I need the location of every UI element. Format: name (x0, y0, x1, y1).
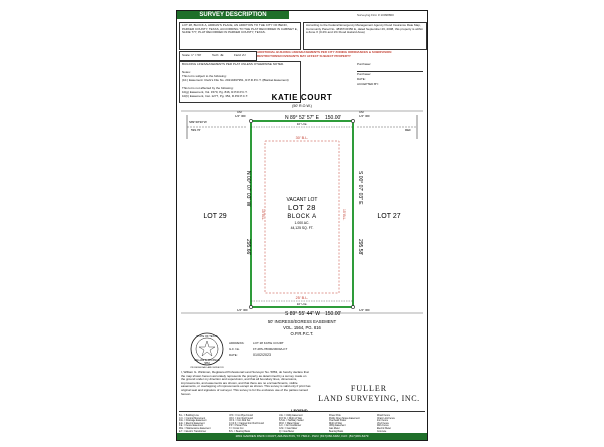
ingress-easement-record: O.P.R.P.C.T. (290, 331, 314, 336)
accepted-by-label: ACCEPTED BY: (357, 82, 379, 86)
west-distance: 295.66' (245, 239, 251, 256)
legend-item: Wire Fence (377, 425, 389, 428)
legend-item: U.E. = Utility Easement (279, 415, 303, 417)
note-1: This lot is subject to the following: (182, 74, 227, 78)
legend-item: Utility Easement (329, 425, 346, 428)
corner-note-nw-2: 1/2" IRF (235, 114, 246, 118)
bl-note: BUILDING LINES/EASEMENTS PER PLAT UNLESS OTHERWISE NOTED. (182, 62, 285, 66)
east-bearing: S 00° 07' 03" E (357, 171, 363, 205)
legend-item: I.P.F. = Iron Pipe Found (229, 415, 253, 417)
front-building-line-label: 30' B.L. (295, 136, 309, 140)
surveyor-seal (190, 333, 224, 369)
legend-item: Q = Gas Meter (279, 430, 295, 433)
legend-item: C.C. = Control Monument (179, 417, 206, 420)
legend-item: G.M. = Gas Meter (279, 428, 298, 430)
legend-title: LEGEND (291, 408, 308, 413)
legend-item: E.E. = Electric Easement (179, 422, 205, 425)
corner-marker-nw (249, 119, 252, 122)
legend-item: I.R.F. = Iron Rod Found (229, 417, 253, 420)
lot-acres: 1.000 AC. (294, 221, 310, 225)
corner-marker-se (351, 305, 354, 308)
note-4: 10(g) Easement, Vol. 1570, Pg. 846, R.P.R.P.C.T. (182, 90, 248, 94)
certification-text: I, William G. Wickman, Registered Professional Land Surveyor No. 5863, do hereby declare that the map shown hereon accurately represents the property as determined by a survey made on the ground under my direction and supervision, and that all boundary lines, dimensions, improvements, and easements are shown, and that there are no encroachments, visible easements, or overlapping of improvements except as shown. This survey is valid only if print has original seal and signature of surveyor. This survey is for the exclusive use of the parties named hereon. (181, 370, 311, 396)
corner-note-sw: 1/2" IRF (237, 308, 248, 312)
firm-name-2: LAND SURVEYING, INC. (318, 394, 420, 403)
south-distance: 150.00' (325, 311, 342, 317)
corner-marker-ne (351, 119, 354, 122)
side-building-line-right: 15' B.L. (342, 209, 346, 221)
legend-item: X = Cross Cut (229, 428, 244, 430)
firm-block (313, 384, 425, 410)
lot-sqft: 44,125 SQ. FT. (290, 226, 314, 230)
notes-heading: Notes: (182, 70, 191, 74)
reference-left-distance: 599.76' (191, 128, 201, 132)
corner-note-ne-2: 1/2" IRF (359, 114, 370, 118)
scale-label: Scale: 1" = 50' (182, 53, 202, 57)
north-bearing: N 89° 52' 57" E (285, 115, 319, 121)
survey-sheet (176, 10, 428, 441)
reference-right: REF (405, 128, 411, 132)
date-value: 01/02/2023 (253, 353, 271, 357)
legend-item: Gas Meter (329, 428, 340, 430)
purchaser-label-2: Purchaser (357, 72, 371, 76)
legend-item: Overhead Power (329, 420, 347, 423)
legend-item: A.C. = Air Conditioner (279, 425, 302, 428)
legend-item: P.P. = Power Pole (229, 425, 248, 428)
east-distance: 295.58' (357, 239, 363, 256)
date-signature-label: DATE: (357, 77, 366, 81)
flood-note: According to the Federal Emergency Management Agency Flood Insurance Rate Map, Community Panel No. 48367C0350 E, dated September 26, 2008, this property is within a Zone X (0.2% and 1% Flood Hazard Area) (306, 23, 423, 35)
legend-item: Wood Fence (377, 415, 390, 417)
survey-number: Surveying Firm # 10098800 (357, 13, 394, 17)
rear-ue-label: 10' U.E. (296, 302, 308, 306)
legend-item: R.O.W. = Right of Way (279, 417, 303, 420)
legal-description: LOT 28, BLOCK A, ADRIAN'S PLACE, AN ADDITION TO THE CITY OF BENO, PARKER COUNTY, TEXAS, ACCORDING TO THE PLAT RECORDED IN CABINET E, SLIDE 777, PLAT RECORDED IN PARKER COUNTY, TEXAS. (182, 23, 298, 35)
reference-left: S89°48'30"W (189, 120, 207, 124)
legend-item: F.E. = Fence Easement (179, 425, 203, 428)
south-bearing: S 89° 55' 44" W (285, 311, 321, 317)
corner-note-nw: CM (237, 110, 242, 114)
date-label: DATE: (229, 353, 238, 357)
legend (179, 408, 425, 434)
adjacent-lot-east: LOT 27 (377, 213, 401, 220)
legend-item: I.R.S. = Iron Rod Set (229, 420, 251, 423)
legend-item: Bearing Basis (329, 430, 344, 433)
seal-name: WILLIAM G. WICKMAN (194, 359, 220, 362)
corner-note-ne: CM (359, 110, 364, 114)
seal-state: STATE OF TEXAS (196, 335, 218, 338)
note-3: This lot is not affected by the following: (182, 86, 234, 90)
lot-number: LOT 28 (288, 203, 316, 212)
note-5: 10(h) Easement, Inst. 1277, Pg. 354, R.P.R.P.C.T. (182, 94, 249, 98)
north-distance: 150.00' (325, 115, 342, 121)
legend-item: W.M. = Water Meter (279, 422, 300, 425)
lot-block: BLOCK A (287, 214, 317, 220)
field-label: Field: ZJ (234, 53, 246, 57)
lot-status: VACANT LOT (286, 197, 318, 203)
side-building-line-left: 15' B.L. (261, 209, 265, 221)
legend-item: B.S. = Bearing Basis (229, 430, 251, 433)
purchaser-label: Purchaser (357, 62, 371, 66)
gf-label: G.F. No. (229, 347, 241, 351)
rear-building-line-label: 25' B.L. (295, 296, 309, 300)
legend-item: E.T. = Electric Transformer (179, 430, 207, 433)
legend-item: Public Open Space Easement (329, 417, 360, 420)
address-value: LOT 28 KATIE COURT (253, 341, 284, 345)
legend-item: B.L. = Building Line (179, 415, 199, 417)
legend-item: Power Pole (329, 415, 341, 417)
legend-item: Concrete (377, 430, 387, 433)
ingress-easement-volume: VOL. 1564, PG. 816 (283, 325, 321, 330)
survey-description-title: SURVEY DESCRIPTION (177, 11, 289, 19)
gf-value: FT-28S-7800023000A-KT (253, 347, 288, 351)
legend-item: C.I.R.F. = Capped Iron Rod Found (229, 422, 264, 425)
address-label: ADDRESS: (229, 341, 245, 345)
firm-name-1: FULLER (350, 384, 388, 393)
tech-label: Tech: JE (212, 53, 224, 57)
legend-item: Vinyl Fence (377, 422, 389, 425)
ingress-easement-label: 50' INGRESS/EGRESS EASEMENT (267, 319, 337, 324)
legend-item: S.S.E. = Sanitary Sewer (279, 420, 304, 423)
legend-item: Chain Link Fence (377, 417, 395, 420)
seal-profession: PROFESSIONAL LAND SURVEYOR (190, 367, 224, 369)
corner-note-se: 1/2" IRF (359, 308, 370, 312)
street-row: (50' R.O.W.) (292, 104, 312, 108)
firm-footer: 2801 GARDEN PARK COURT, ARLINGTON, TX 76013 - PHN: (817)366-6482, FAX: (817)366-6479 (177, 433, 427, 440)
red-note: ADDITIONAL BUILDING LINES/EASEMENTS PER CITY ZONING ORDINANCES & SUBDIVISION RESTRICTIONS/COVENANTS MAY AFFECT SUBJECT PROPERTY (257, 50, 392, 58)
legend-item: D.E. = Drainage Easement (179, 420, 207, 423)
legend-item: Right of Way (329, 422, 343, 425)
corner-marker-sw (249, 305, 252, 308)
seal-number: 5863 (204, 362, 210, 365)
legend-item: M.E. = Maintenance Easement (179, 428, 211, 430)
note-2: (10.) Easement: Clerk's File No. 20210497951, R.P.R.P.C.T. (Blanket Easement) (182, 78, 289, 82)
street-name: KATIE COURT (271, 93, 333, 102)
front-ue-label: 10' U.E. (296, 122, 308, 126)
west-bearing: N 00° 07' 03" W (245, 171, 251, 207)
adjacent-lot-west: LOT 29 (203, 213, 227, 220)
legend-item: Iron Fence (377, 420, 388, 423)
legend-item: Electric Meter (377, 428, 392, 430)
